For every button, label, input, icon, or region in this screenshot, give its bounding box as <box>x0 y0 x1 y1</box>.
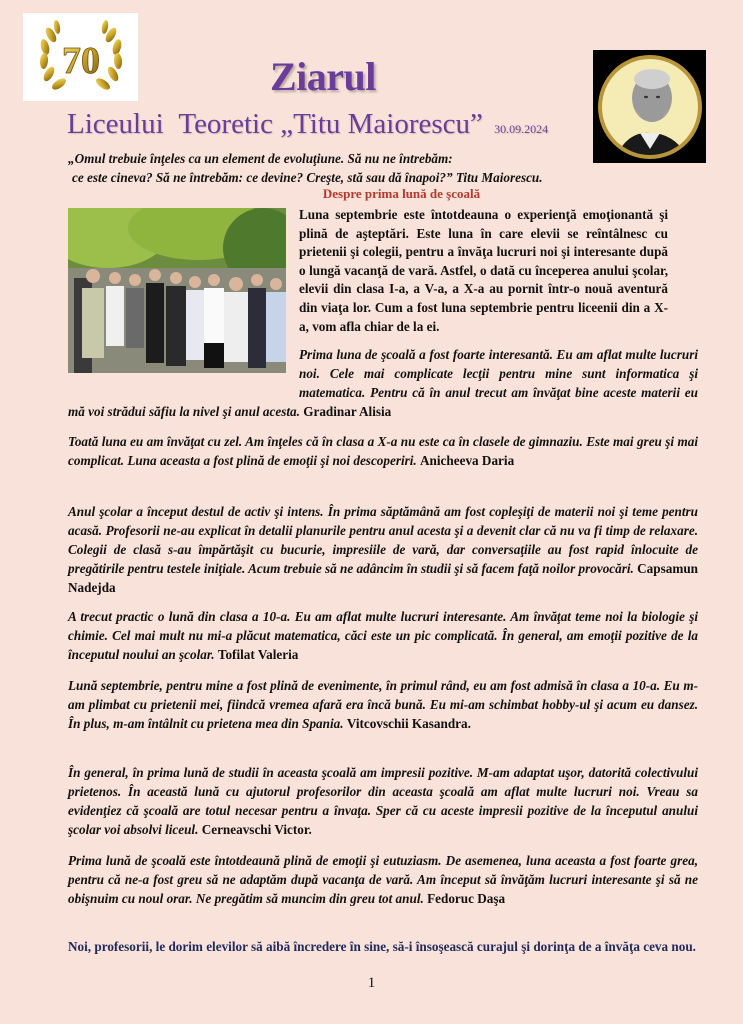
laurel-wreath-icon <box>31 15 131 99</box>
anniversary-number: 70 <box>61 40 100 82</box>
motto-quote <box>68 149 648 187</box>
page-number: 1 <box>367 975 376 991</box>
portrait-image <box>596 53 704 161</box>
testimonial-author: Vitcovschii Kasandra. <box>346 715 471 731</box>
testimonial-author: Cerneavschi Victor. <box>201 821 312 837</box>
testimonial-author: Anicheeva Daria <box>420 452 515 468</box>
testimonial <box>68 608 698 665</box>
testimonial-text: Prima luna de şcoală a fost foarte interesantă. Eu am aflat multe lucruri noi. Cele mai complicate lecţii pentru mine sunt informatica şi matematica. Pentru că în anul trecut am învăţat bine aceste materii eu mă voi strădui săfiu la nivel şi anul acesta. <box>68 347 698 419</box>
testimonial-text: Prima lună de şcoală este întotdeaună plină de emoţii şi eutuziasm. De asemenea, luna aceasta a fost foarte grea, pentru că ne-a fost greu să ne adaptăm după vacanţa de vară. Am început să învăţăm lucruri interesante şi să ne obişnuim cu noul orar. Ne pregătim să muncim din greu tot anul. <box>68 853 698 906</box>
motto-line-2: ce este cineva? Să ne întrebăm: ce devine? Creşte, stă sau dă înapoi?” Titu Maiorescu. <box>72 170 543 185</box>
testimonial-author: Tofilat Valeria <box>217 646 299 662</box>
newspaper-title: Ziarul <box>270 54 376 99</box>
testimonial-author: Capsamun Nadejda <box>68 560 698 595</box>
testimonial <box>68 677 698 734</box>
section-heading <box>0 186 743 202</box>
testimonial <box>68 503 698 598</box>
testimonial <box>68 433 698 471</box>
teachers-closing-message: Noi, profesorii, le dorim elevilor să aibă încredere în sine, să-i însoşească curajul şi dorinţa de a învăţa ceva nou. <box>68 939 696 954</box>
testimonial-text: Anul şcolar a început destul de activ şi intens. În prima săptămână am fost copleşiţi de materii noi şi teme pentru acasă. Profesorii ne-au explicat în detalii planurile pentru anul acesta şi a devenit clar că nu va fi timp de relaxare. Colegii de clasă s-au împărtăşit cu bucurie, impresiile de vară, dar conversaţiile au fost rapid înlocuite de pregătirile pentru testele iniţiale. Acum trebuie să ne adâncim în studii şi să facem faţă noilor provocări. <box>68 504 698 576</box>
subtitle-school-name: Teoretic „Titu Maiorescu” <box>178 108 483 140</box>
intro-paragraph: Luna septembrie este întotdeauna o experienţă emoţionantă şi plină de aşteptări. Este luna în care elevii se reîntâlnesc cu prietenii şi colegii, pentru a învăţa lucruri noi şi interesante după o lungă vacanţă de vară. Astfel, o dată cu începerea anului şcolar, elevii din clasa I-a, a V-a, a X-a au pornit într-o nouă aventură din viaţa lor. Cum a fost luna septembrie pentru liceenii din a X-a, vom afla chiar de la ei. <box>299 207 668 334</box>
portrait-titu-maiorescu <box>593 50 706 163</box>
testimonial-text: Lună septembrie, pentru mine a fost plină de evenimente, în primul rând, eu am fost admisă în clasa a 10-a. Eu m-am plimbat cu prietenii mei, fiindcă vremea afară era încă bună. Eu mi-am schimbat hobby-ul şi acum eu dansez. În plus, m-am întâlnit cu prietena mea din Spania. <box>68 678 698 731</box>
testimonial-author: Fedoruc Daşa <box>427 890 506 906</box>
testimonial <box>68 764 698 840</box>
subtitle-school-prefix: Liceului <box>67 108 164 140</box>
motto-line-1: „Omul trebuie înţeles ca un element de evoluţiune. Să nu ne întrebăm: <box>68 151 453 166</box>
testimonial <box>68 346 698 422</box>
section-heading-text: Despre prima lună de şcoală <box>322 186 481 201</box>
issue-date: 30.09.2024 <box>494 122 549 136</box>
anniversary-70-logo <box>23 13 138 101</box>
testimonial-text: A trecut practic o lună din clasa a 10-a. Eu am aflat multe lucruri interesante. Am învăţat teme noi la biologie şi chimie. Cel mai mult nu mi-a plăcut matematica, căci este un pic complicată. În general, am emoţii pozitive de la începutul noului an şcolar. <box>68 609 698 662</box>
testimonial <box>68 852 698 909</box>
testimonial-author: Gradinar Alisia <box>303 403 392 419</box>
testimonial-text: Toată luna eu am învăţat cu zel. Am înţeles că în clasa a X-a nu este ca în clasele de gimnaziu. Este mai greu şi mai complicat. Luna aceasta a fost plină de emoţii şi noi descoperiri. <box>68 434 698 468</box>
newspaper-subtitle <box>67 108 548 141</box>
testimonial-text: În general, în prima lună de studii în aceasta şcoală am impresii pozitive. M-am adaptat uşor, datorită colectivului prietenos. În această lună cu ajutorul profesorilor din aceasta şcoală am aflat multe lucruri noi. Vreau sa evidenţiez că şcoală are totul necesar pentru a învaţa. Sper că cu aceste impresii pozitive de la începutul anului şcolar voi absolvi liceul. <box>68 765 698 837</box>
